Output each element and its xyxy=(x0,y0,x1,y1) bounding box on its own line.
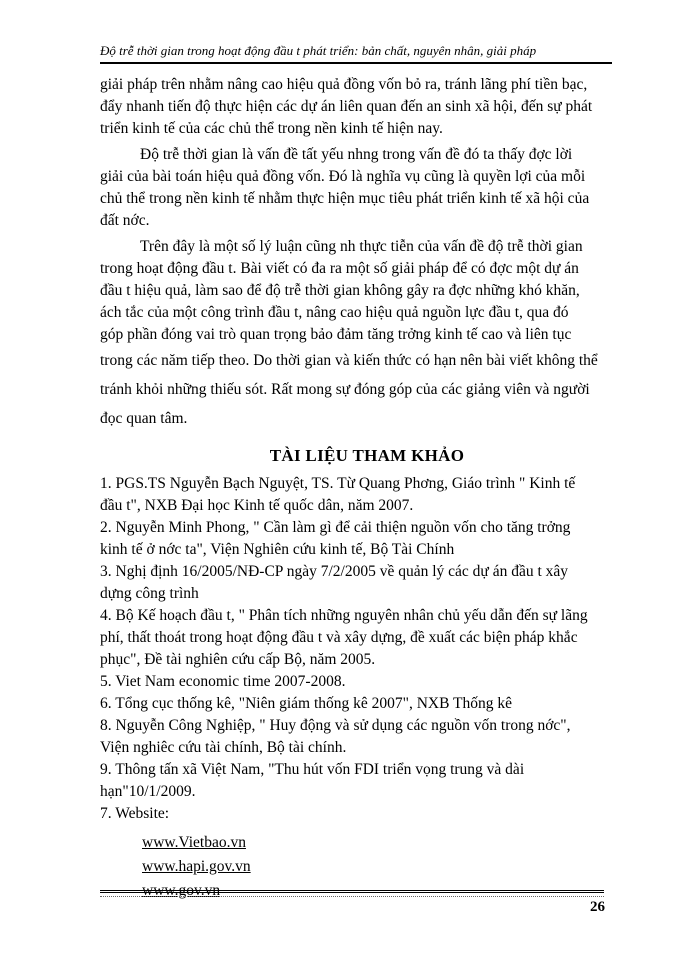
reference-line: 9. Thông tấn xã Việt Nam, "Thu hút vốn FDI triển vọng trung và dài xyxy=(100,761,525,778)
reference-line: dựng công trình xyxy=(100,585,199,602)
website-link[interactable]: www.gov.vn xyxy=(142,882,221,899)
reference-line: 3. Nghị định 16/2005/NĐ-CP ngày 7/2/2005 về quản lý các dự án đầu t xây xyxy=(100,563,569,580)
reference-line: hạn"10/1/2009. xyxy=(100,783,196,800)
paragraph-1 xyxy=(100,74,634,140)
paragraph-line: triển kinh tế của các chủ thể trong nền kinh tế hiện nay. xyxy=(100,120,443,137)
running-header: Độ trễ thời gian trong hoạt động đầu t phát triển: bản chất, nguyên nhân, giải pháp xyxy=(100,43,537,58)
reference-item xyxy=(100,803,634,825)
paragraph-2 xyxy=(100,144,634,232)
reference-line: 1. PGS.TS Nguyễn Bạch Nguyệt, TS. Từ Quang Phơng, Giáo trình " Kinh tế xyxy=(100,475,576,492)
paragraph-line: đất nớc. xyxy=(100,212,150,229)
references-heading: TÀI LIỆU THAM KHẢO xyxy=(269,446,465,465)
reference-line: phí, thất thoát trong hoạt động đầu t và xây dựng, đề xuất các biện pháp khắc xyxy=(100,629,578,646)
reference-line: 4. Bộ Kế hoạch đầu t, " Phân tích những nguyên nhân chủ yếu dẫn đến sự lãng xyxy=(100,607,588,624)
paragraph-line: đẩy nhanh tiến độ thực hiện các dự án liên quan đến an sinh xã hội, đến sự phát xyxy=(100,98,593,115)
paragraph-line: Độ trễ thời gian là vấn đề tất yếu nhng trong vấn đề đó ta thấy đợc lời xyxy=(140,146,573,163)
paragraph-line: tránh khỏi những thiếu sót. Rất mong sự đóng góp của các giảng viên và người xyxy=(100,381,590,398)
reference-line: 5. Viet Nam economic time 2007-2008. xyxy=(100,673,346,690)
paragraph-line: ách tắc của một công trình đầu t, nâng cao hiệu quả nguồn lực đầu t, qua đó xyxy=(100,304,569,321)
reference-line: 6. Tổng cục thống kê, "Niên giám thống kê 2007", NXB Thống kê xyxy=(100,695,513,712)
footer-rule xyxy=(100,890,604,893)
page-number: 26 xyxy=(590,899,605,915)
reference-line: Viện nghiêc cứu tài chính, Bộ tài chính. xyxy=(100,739,347,756)
reference-item xyxy=(100,671,634,693)
reference-item xyxy=(100,561,634,605)
document-body xyxy=(100,74,634,903)
paragraph-3 xyxy=(100,236,634,433)
paragraph-line: giải của bài toán hiệu quả đồng vốn. Đó là nghĩa vụ cũng là quyền lợi của mỗi xyxy=(100,168,586,185)
reference-line: 7. Website: xyxy=(100,805,170,822)
paragraph-line: trong các năm tiếp theo. Do thời gian và kiến thức có hạn nên bài viết không thể xyxy=(100,352,598,369)
reference-item xyxy=(100,517,634,561)
reference-item xyxy=(100,715,634,759)
paragraph-line: góp phần đóng vai trò quan trọng bảo đảm tăng trởng kinh tế cao và liên tục xyxy=(100,326,572,343)
reference-line: phục", Đề tài nghiên cứu cấp Bộ, năm 2005. xyxy=(100,651,376,668)
header-rule xyxy=(100,62,612,64)
paragraph-line: đầu t hiệu quả, làm sao để độ trễ thời gian không gây ra đợc những khó khăn, xyxy=(100,282,580,299)
reference-item xyxy=(100,605,634,671)
reference-item xyxy=(100,693,634,715)
reference-line: kinh tế ở nớc ta", Viện Nghiên cứu kinh tế, Bộ Tài Chính xyxy=(100,541,455,558)
reference-item xyxy=(100,473,634,517)
reference-line: 2. Nguyễn Minh Phong, " Cần làm gì để cải thiện nguồn vốn cho tăng trởng xyxy=(100,519,571,536)
website-link[interactable]: www.Vietbao.vn xyxy=(142,834,246,851)
reference-line: 8. Nguyễn Công Nghiệp, " Huy động và sử dụng các nguồn vốn trong nớc", xyxy=(100,717,571,734)
reference-item xyxy=(100,759,634,803)
paragraph-line: đọc quan tâm. xyxy=(100,410,188,427)
paragraph-line: Trên đây là một số lý luận cũng nh thực tiễn của vấn đề độ trễ thời gian xyxy=(140,238,583,255)
reference-line: đầu t", NXB Đại học Kinh tế quốc dân, năm 2007. xyxy=(100,497,414,514)
paragraph-line: giải pháp trên nhằm nâng cao hiệu quả đồng vốn bỏ ra, tránh lãng phí tiền bạc, xyxy=(100,76,588,93)
website-link[interactable]: www.hapi.gov.vn xyxy=(142,858,251,875)
footer-rule-dotted xyxy=(100,896,604,897)
paragraph-line: trong hoạt động đầu t. Bài viết có đa ra một số giải pháp để có đợc một dự án xyxy=(100,260,579,277)
paragraph-line: chủ thể trong nền kinh tế nhằm thực hiện mục tiêu phát triển kinh tế xã hội của xyxy=(100,190,590,207)
